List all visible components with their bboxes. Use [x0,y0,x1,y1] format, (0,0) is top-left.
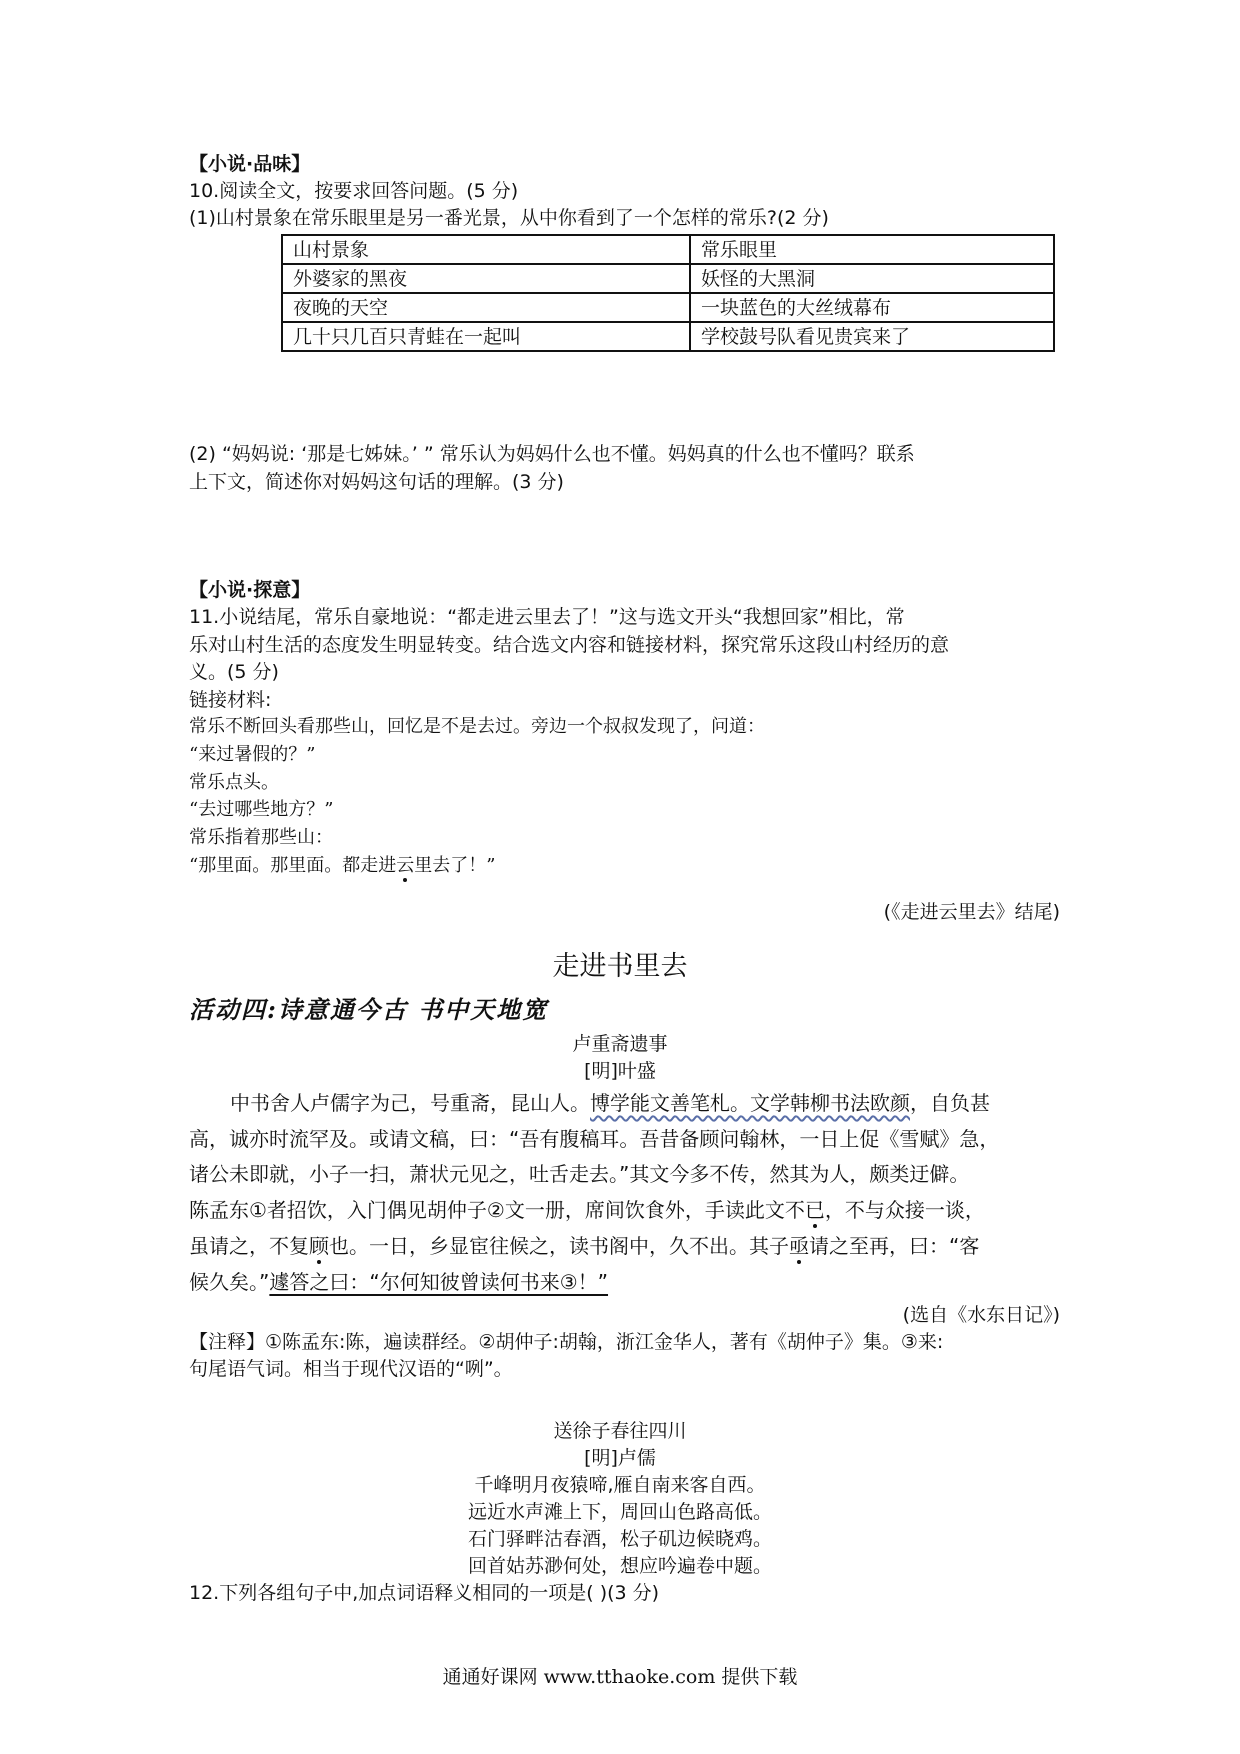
underlined-sentence: 遽答之曰：“尔何知彼曾读何书来③！” [269,1270,609,1294]
activity-heading: 活动四:诗意通今古 书中天地宽 [189,995,549,1024]
poem-author: [明]卢儒 [584,1447,656,1469]
table-header-cell: 山村景象 [282,235,690,264]
poem-line: 石门驿畔沽春酒，松子矶边候晓鸡。 [467,1528,772,1550]
part-title: 走进书里去 [552,951,688,982]
dotted-word: 亟 [789,1234,809,1258]
essay-paragraph-line [230,1087,990,1119]
link-material-label: 链接材料: [189,689,272,711]
question-10: 10.阅读全文，按要求回答问题。(5 分) [189,180,519,202]
table-row [282,322,1054,351]
question-11-line2: 乐对山村生活的态度发生明显转变。结合选文内容和链接材料，探究常乐这段山村经历的意 [189,634,950,656]
material-line: 常乐点头。 [189,772,279,793]
essay-text: ，不与众接一谈， [824,1198,985,1222]
wavy-underlined-text: 博学能文善笔札。文学韩柳书法欧颜 [590,1091,910,1115]
table-cell: 一块蓝色的大丝绒幕布 [690,293,1054,322]
essay-paragraph-line: 诸公未即就，小子一扫，萧状元见之，吐舌走去。”其文今多不传，然其为人，颇类迂僻。 [189,1162,970,1186]
table-header-cell: 常乐眼里 [690,235,1054,264]
material-last-end: ！” [468,855,496,876]
material-source: (《走进云里去》结尾) [883,901,1060,923]
essay-paragraph-line [189,1194,985,1226]
material-last-line [189,853,495,879]
essay-note-line1: 【注释】①陈孟东:陈，遍读群经。②胡仲子:胡翰，浙江金华人，著有《胡仲子》集。③来: [189,1331,944,1353]
section-heading-taste: 【小说·品味】 [189,153,311,175]
table-cell: 学校鼓号队看见贵宾来了 [690,322,1054,351]
essay-title: 卢重斋遗事 [572,1033,668,1055]
table-row [282,264,1054,293]
question-11-line3: 义。(5 分) [189,661,279,683]
question-12: 12.下列各组句子中,加点词语释义相同的一项是( )(3 分) [189,1582,660,1604]
essay-text: 请之至再，曰：“客 [809,1234,980,1258]
question-11-line1: 11.小说结尾，常乐自豪地说：“都走进云里去了！”这与选文开头“我想回家”相比，常 [189,606,905,628]
essay-text: 虽请之，不复 [189,1234,309,1258]
poem-line: 回首姑苏渺何处，想应吟遍卷中题。 [467,1555,772,1577]
question-10-1: (1)山村景象在常乐眼里是另一番光景，从中你看到了一个怎样的常乐?(2 分) [189,207,829,229]
essay-paragraph-line: 高，诚亦时流罕及。或请文稿，曰：“吾有腹稿耳。吾昔备顾问翰林，一日上促《雪赋》急， [189,1127,1000,1151]
table-cell: 几十只几百只青蛙在一起叫 [282,322,690,351]
material-line: “来过暑假的？” [189,744,316,765]
material-last-text: “那里面。那里面。 [189,855,343,876]
table-header-row [282,235,1054,264]
essay-text: ，自负甚 [910,1091,990,1115]
table-row [282,293,1054,322]
section-heading-explore: 【小说·探意】 [189,579,311,601]
essay-source: (选自《水东日记》) [902,1304,1060,1326]
question-10-2-line1: (2) “妈妈说: ‘那是七姊妹。’ ” 常乐认为妈妈什么也不懂。妈妈真的什么也不懂吗？联系 [189,443,915,465]
dotted-emphasis: 都走进云里去了 [342,855,469,876]
poem-line: 远近水声滩上下，周回山色路高低。 [467,1501,772,1523]
dotted-word: 已 [804,1198,825,1222]
table-cell: 妖怪的大黑洞 [690,264,1054,293]
essay-text: 陈孟东①者招饮，入门偶见胡仲子②文一册，席间饮食外，手读此文不 [189,1198,805,1222]
essay-text: 候久矣。” [189,1270,270,1294]
page-footer: 通通好课网 www.tthaoke.com 提供下载 [442,1666,798,1688]
material-line: “去过哪些地方？” [189,799,334,820]
essay-paragraph-line [189,1230,979,1262]
material-line: 常乐指着那些山： [189,827,333,848]
table-cell: 外婆家的黑夜 [282,264,690,293]
question-10-2-line2: 上下文，简述你对妈妈这句话的理解。(3 分) [189,471,564,493]
poem-title: 送徐子春往四川 [553,1420,687,1442]
essay-note-line2: 句尾语气词。相当于现代汉语的“咧”。 [189,1358,513,1380]
table-cell: 夜晚的天空 [282,293,690,322]
essay-author: [明]叶盛 [584,1060,656,1082]
dotted-word: 顾 [309,1234,329,1258]
scene-comparison-table [281,234,1055,352]
essay-text: 也。一日，乡显宦往候之，读书阁中，久不出。其子 [329,1234,789,1258]
material-line: 常乐不断回头看那些山，回忆是不是去过。旁边一个叔叔发现了，问道： [189,716,765,737]
essay-text: 中书舍人卢儒字为己，号重斋，昆山人。 [230,1091,590,1115]
poem-line: 千峰明月夜猿啼,雁自南来客自西。 [474,1474,766,1496]
essay-paragraph-line [189,1266,608,1298]
